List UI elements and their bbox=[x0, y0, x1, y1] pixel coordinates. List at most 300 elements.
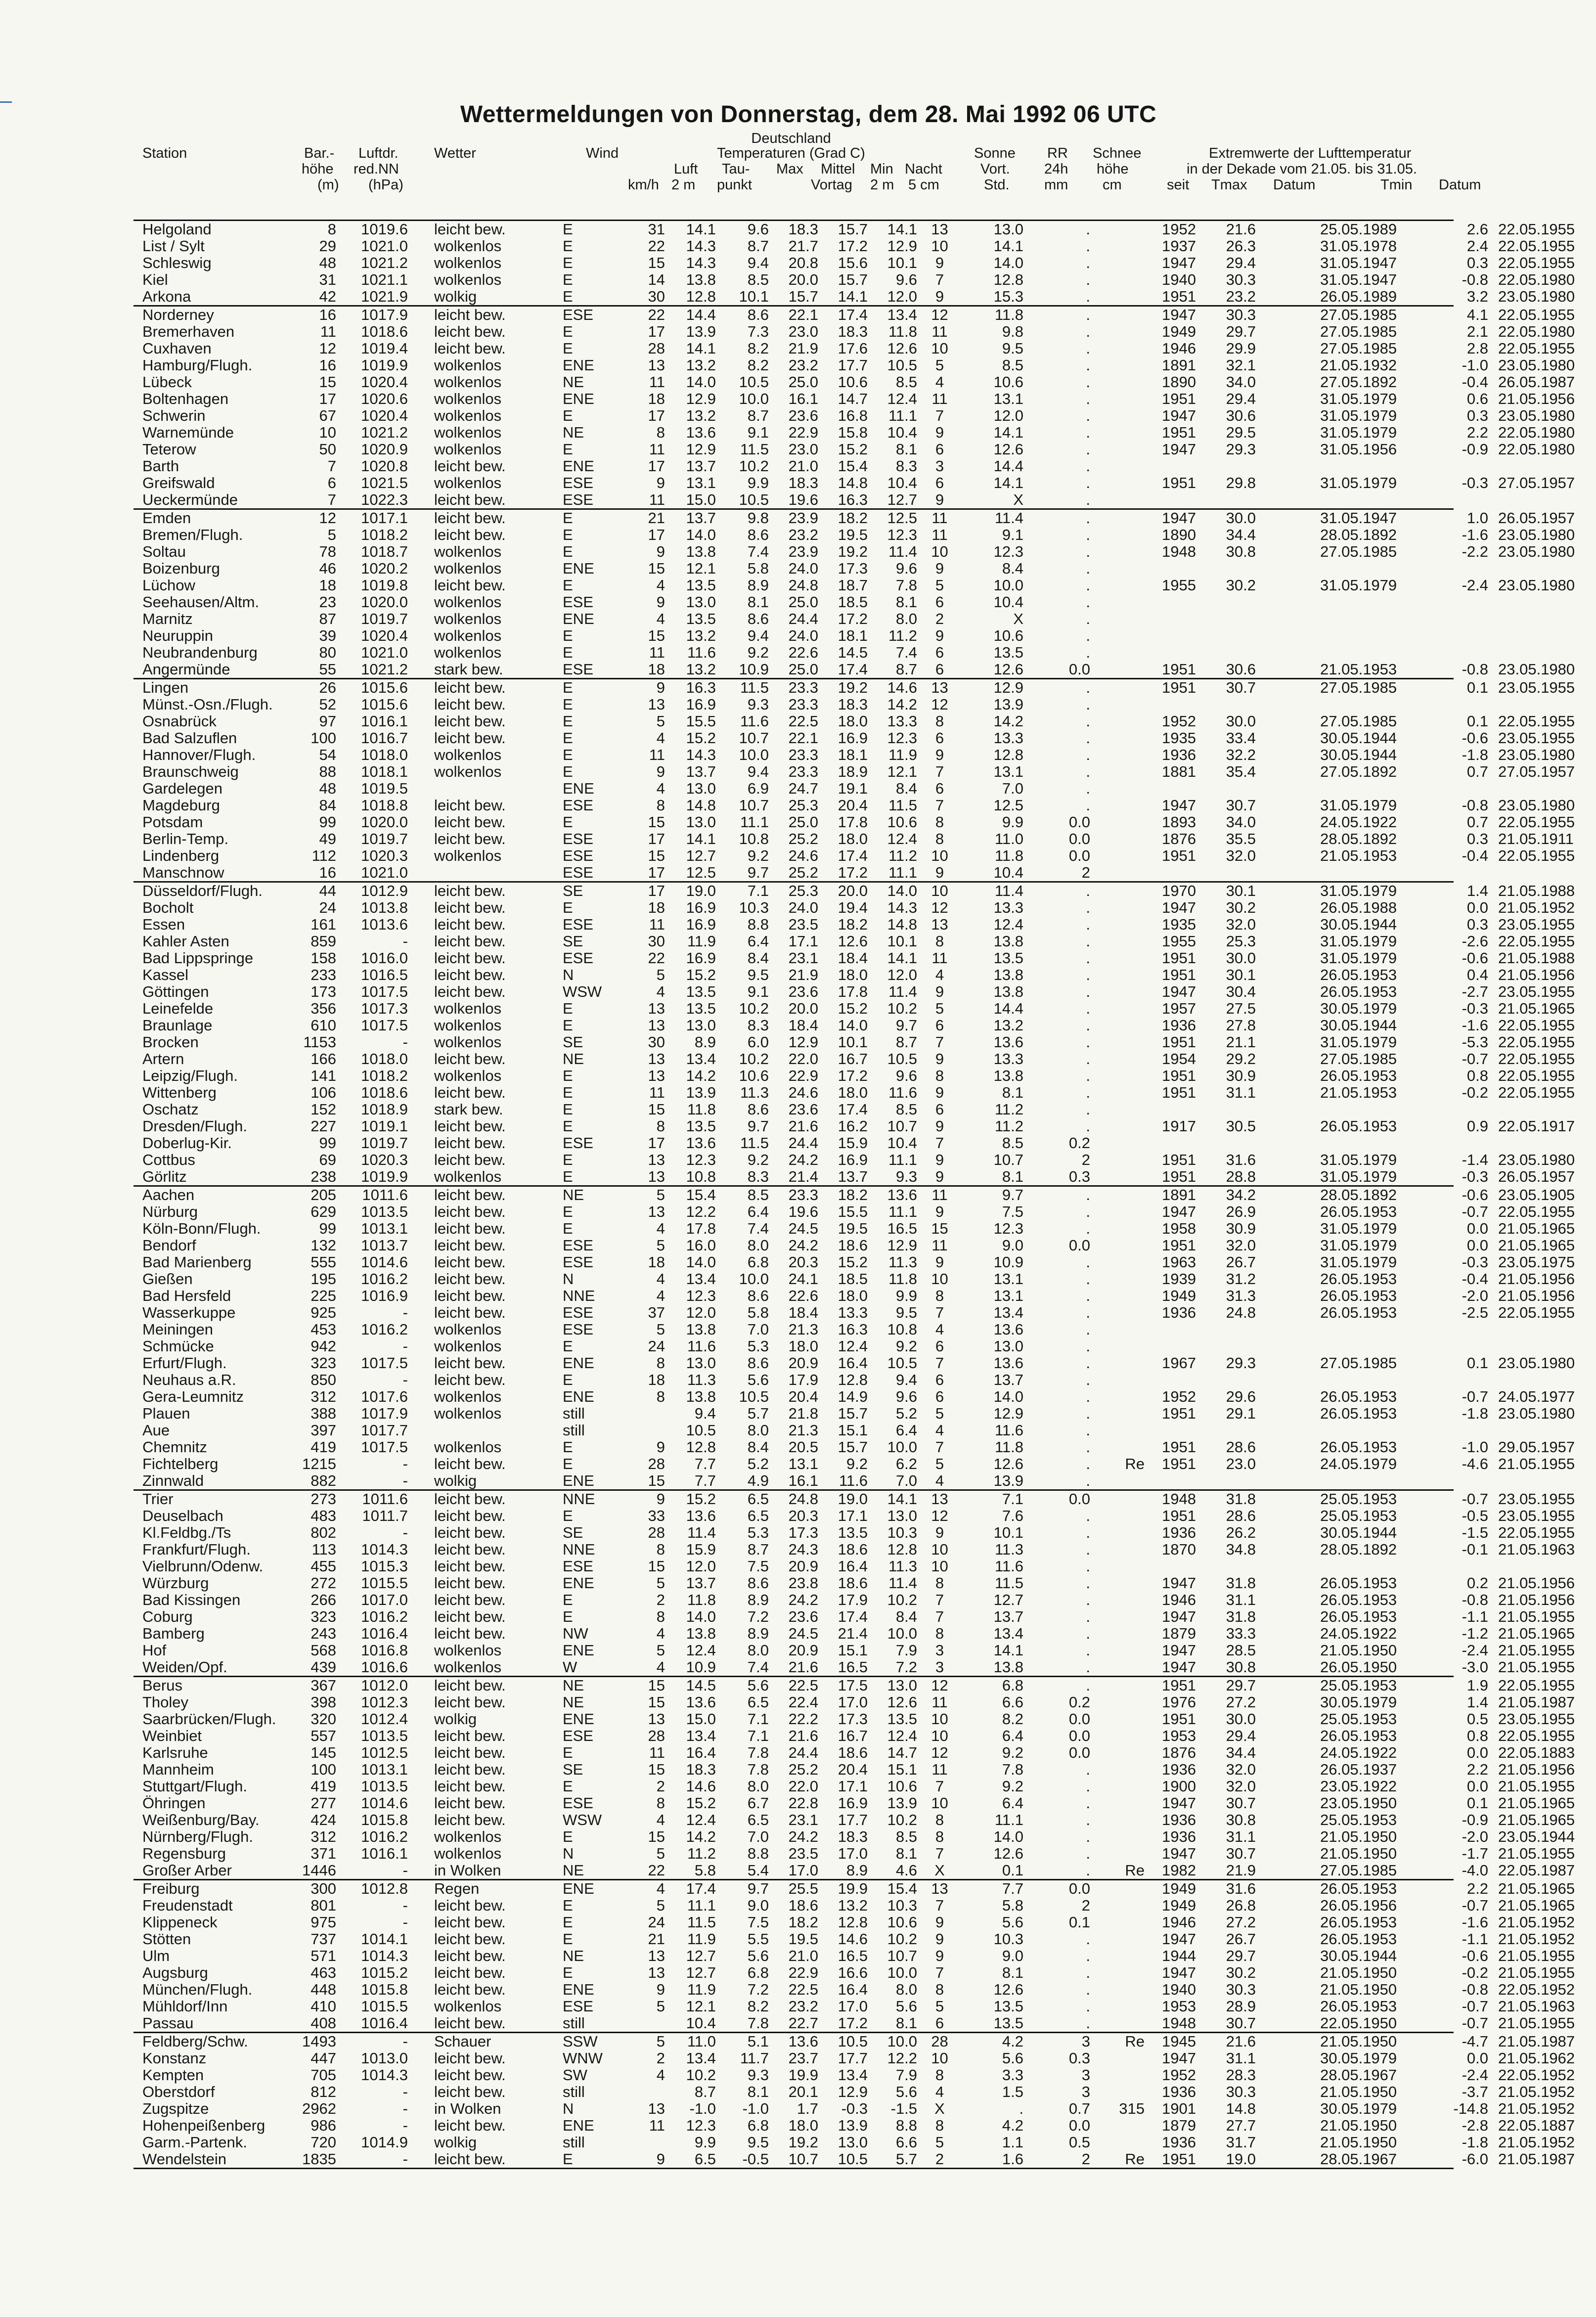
cell-tmax-datum: 27.05.1985 bbox=[1320, 1050, 1397, 1068]
cell-luftdruck: - bbox=[402, 1304, 408, 1321]
cell-min-2m: 11.1 bbox=[888, 407, 917, 424]
cell-wind-richtung: ESE bbox=[563, 1134, 594, 1152]
cell-tmax-datum: 28.05.1892 bbox=[1320, 1541, 1397, 1558]
cell-luft-2m: 13.4 bbox=[686, 1727, 716, 1744]
cell-sonne: 13.2 bbox=[993, 1017, 1023, 1034]
cell-wind-kmh: 13 bbox=[648, 1203, 665, 1220]
cell-station: Artern bbox=[142, 1050, 184, 1068]
cell-wind-richtung: E bbox=[563, 644, 573, 661]
cell-wetter: leicht bew. bbox=[434, 983, 506, 1000]
cell-tmin-datum: 21.05.1963 bbox=[1498, 1998, 1575, 2015]
cell-sonne: 13.0 bbox=[993, 221, 1023, 238]
cell-wetter: leicht bew. bbox=[434, 221, 506, 238]
cell-rr-24h: . bbox=[1086, 560, 1090, 577]
cell-mittel-vortag: 12.8 bbox=[838, 1371, 868, 1388]
cell-taupunkt: 8.6 bbox=[747, 1574, 769, 1592]
cell-luft-2m: 13.8 bbox=[686, 1388, 716, 1405]
cell-wind-richtung: E bbox=[563, 1337, 573, 1355]
cell-sonne: 14.4 bbox=[993, 457, 1023, 475]
table-row bbox=[133, 1168, 1575, 1185]
cell-mittel-vortag: 16.2 bbox=[838, 1117, 868, 1135]
table-row bbox=[133, 949, 1575, 967]
cell-tmax: 28.3 bbox=[1226, 2066, 1256, 2084]
cell-taupunkt: 8.4 bbox=[747, 1438, 769, 1456]
cell-wind-kmh: 28 bbox=[648, 1727, 665, 1744]
cell-tmax-datum: 31.05.1979 bbox=[1320, 1151, 1397, 1168]
cell-luft-2m: 15.4 bbox=[686, 1186, 716, 1203]
cell-mittel-vortag: 16.7 bbox=[838, 1727, 868, 1744]
cell-tmax-datum: 27.05.1985 bbox=[1320, 323, 1397, 340]
cell-mittel-vortag: 17.2 bbox=[838, 2014, 868, 2032]
cell-mittel-vortag: 20.0 bbox=[838, 882, 868, 899]
cell-sonne: 12.6 bbox=[993, 1845, 1023, 1862]
cell-rr-24h: 0.0 bbox=[1068, 661, 1090, 678]
cell-wind-kmh: 13 bbox=[648, 1067, 665, 1084]
table-row bbox=[133, 306, 1575, 323]
cell-station: Ueckermünde bbox=[142, 491, 238, 508]
cell-wind-richtung: E bbox=[563, 1151, 573, 1168]
cell-station: Konstanz bbox=[142, 2050, 207, 2067]
cell-tmax: 27.7 bbox=[1226, 2117, 1256, 2134]
cell-wind-richtung: WNW bbox=[563, 2050, 603, 2067]
cell-seit: 1951 bbox=[1162, 1067, 1196, 1084]
cell-wetter: wolkenlos bbox=[434, 644, 502, 661]
cell-max-vortag: 21.6 bbox=[788, 1658, 818, 1676]
cell-seit: 1948 bbox=[1162, 2014, 1196, 2032]
cell-bar-hoehe: 453 bbox=[310, 1321, 336, 1338]
cell-luftdruck: 1016.1 bbox=[361, 1845, 408, 1862]
cell-bar-hoehe: 367 bbox=[310, 1677, 336, 1694]
cell-max-vortag: 22.5 bbox=[788, 1677, 818, 1694]
cell-luftdruck: 1012.9 bbox=[361, 882, 408, 899]
cell-rr-24h: 0.2 bbox=[1068, 1134, 1090, 1152]
cell-bar-hoehe: 737 bbox=[310, 1930, 336, 1948]
cell-tmin-datum: 22.05.1955 bbox=[1498, 237, 1575, 255]
cell-tmin-datum: 23.05.1955 bbox=[1498, 1710, 1575, 1728]
cell-station: Kempten bbox=[142, 2066, 204, 2084]
cell-rr-24h: . bbox=[1086, 1658, 1090, 1676]
cell-tmax-datum: 26.05.1956 bbox=[1320, 1897, 1397, 1914]
cell-tmin-datum: 21.05.1965 bbox=[1498, 1237, 1575, 1254]
cell-min-2m: 14.8 bbox=[887, 916, 917, 933]
cell-wind-richtung: E bbox=[563, 254, 573, 271]
cell-wind-richtung: NW bbox=[563, 1625, 588, 1642]
cell-seit: 1936 bbox=[1162, 1304, 1196, 1321]
cell-rr-24h: . bbox=[1086, 1067, 1090, 1084]
cell-seit: 1879 bbox=[1162, 2117, 1196, 2134]
cell-nacht-5cm: 9 bbox=[935, 746, 944, 763]
cell-luft-2m: 13.2 bbox=[686, 407, 716, 424]
cell-taupunkt: 6.4 bbox=[747, 1203, 769, 1220]
cell-mittel-vortag: 17.7 bbox=[838, 2050, 868, 2067]
cell-nacht-5cm: 12 bbox=[931, 306, 948, 323]
cell-rr-24h: . bbox=[1086, 983, 1090, 1000]
cell-bar-hoehe: 195 bbox=[310, 1270, 336, 1288]
cell-taupunkt: 10.5 bbox=[739, 373, 769, 391]
cell-sonne: 1.1 bbox=[1002, 2134, 1023, 2151]
cell-wetter: leicht bew. bbox=[434, 1304, 506, 1321]
cell-station: Hof bbox=[142, 1642, 167, 1659]
cell-luft-2m: 13.9 bbox=[686, 323, 716, 340]
cell-luft-2m: 10.8 bbox=[686, 1168, 716, 1185]
cell-tmax: 31.1 bbox=[1226, 1591, 1256, 1608]
cell-luftdruck: 1017.9 bbox=[361, 1405, 408, 1422]
cell-max-vortag: 21.7 bbox=[788, 237, 818, 255]
cell-bar-hoehe: 26 bbox=[319, 679, 336, 696]
cell-taupunkt: 8.2 bbox=[747, 1998, 769, 2015]
cell-tmin-datum: 21.05.1965 bbox=[1498, 1811, 1575, 1828]
cell-seit: 1951 bbox=[1162, 1405, 1196, 1422]
cell-station: Soltau bbox=[142, 543, 186, 560]
cell-max-vortag: 22.4 bbox=[788, 1693, 818, 1711]
cell-tmax-datum: 26.05.1953 bbox=[1320, 983, 1397, 1000]
cell-tmin-datum: 23.05.1980 bbox=[1498, 526, 1575, 543]
cell-bar-hoehe: 424 bbox=[310, 1811, 336, 1828]
cell-tmin: -0.7 bbox=[1462, 1050, 1488, 1068]
cell-tmax-datum: 31.05.1979 bbox=[1320, 407, 1397, 424]
cell-seit: 1937 bbox=[1162, 237, 1196, 255]
header-sonne: Sonne bbox=[974, 145, 1016, 161]
cell-wind-kmh: 18 bbox=[648, 661, 665, 678]
cell-tmin: 2.2 bbox=[1466, 1761, 1488, 1778]
cell-sonne: 13.8 bbox=[993, 983, 1023, 1000]
cell-wind-richtung: NE bbox=[563, 424, 584, 441]
cell-tmin-datum: 21.05.1955 bbox=[1498, 1964, 1575, 1981]
cell-rr-24h: . bbox=[1086, 1794, 1090, 1812]
cell-tmax: 30.2 bbox=[1226, 1964, 1256, 1981]
cell-bar-hoehe: 106 bbox=[310, 1084, 336, 1101]
cell-station: Großer Arber bbox=[142, 1862, 232, 1879]
cell-rr-24h: . bbox=[1086, 441, 1090, 458]
cell-seit: 1901 bbox=[1162, 2100, 1196, 2117]
cell-wind-kmh: 30 bbox=[648, 1033, 665, 1051]
cell-sonne: 11.2 bbox=[994, 1117, 1023, 1135]
cell-mittel-vortag: 19.1 bbox=[838, 780, 868, 797]
cell-tmin-datum: 23.05.1944 bbox=[1498, 1828, 1575, 1845]
cell-luft-2m: 15.0 bbox=[686, 1710, 716, 1728]
cell-min-2m: 8.1 bbox=[895, 1845, 917, 1862]
cell-min-2m: 8.0 bbox=[895, 610, 917, 627]
cell-rr-24h: . bbox=[1086, 1337, 1090, 1355]
cell-tmax-datum: 30.05.1944 bbox=[1320, 1524, 1397, 1541]
cell-tmin: 1.4 bbox=[1466, 882, 1488, 899]
cell-rr-24h: . bbox=[1086, 424, 1090, 441]
cell-tmax: 27.2 bbox=[1226, 1693, 1256, 1711]
cell-wind-kmh: 11 bbox=[649, 491, 665, 508]
cell-wind-kmh: 17 bbox=[648, 407, 665, 424]
cell-nacht-5cm: 9 bbox=[935, 1168, 944, 1185]
cell-luft-2m: 19.0 bbox=[686, 882, 716, 899]
station-group bbox=[133, 1677, 1575, 1880]
cell-tmin: 0.1 bbox=[1466, 713, 1488, 730]
cell-taupunkt: 10.0 bbox=[739, 390, 769, 407]
cell-sonne: 10.3 bbox=[993, 1930, 1023, 1948]
cell-wind-kmh: 22 bbox=[648, 949, 665, 967]
cell-min-2m: 14.7 bbox=[887, 1744, 917, 1761]
cell-tmax-datum: 21.05.1950 bbox=[1320, 1964, 1397, 1981]
cell-max-vortag: 18.3 bbox=[788, 474, 818, 491]
cell-sonne: 11.5 bbox=[994, 1574, 1023, 1592]
cell-bar-hoehe: 132 bbox=[310, 1237, 336, 1254]
cell-tmin-datum: 22.05.1955 bbox=[1498, 1033, 1575, 1051]
cell-bar-hoehe: 145 bbox=[310, 1744, 336, 1761]
cell-wetter: leicht bew. bbox=[434, 1507, 506, 1524]
cell-tmax: 31.1 bbox=[1226, 1828, 1256, 1845]
cell-tmin: -4.0 bbox=[1462, 1862, 1488, 1879]
cell-sonne: 5.8 bbox=[1002, 1897, 1023, 1914]
cell-max-vortag: 21.3 bbox=[788, 1422, 818, 1439]
cell-nacht-5cm: 4 bbox=[935, 1321, 944, 1338]
cell-wind-richtung: ESE bbox=[563, 1321, 594, 1338]
cell-tmin: 0.4 bbox=[1466, 966, 1488, 983]
cell-taupunkt: 6.9 bbox=[747, 780, 769, 797]
cell-rr-24h: . bbox=[1086, 1541, 1090, 1558]
cell-wind-richtung: E bbox=[563, 323, 573, 340]
cell-tmax-datum: 21.05.1950 bbox=[1320, 1828, 1397, 1845]
cell-taupunkt: 7.1 bbox=[747, 882, 769, 899]
cell-nacht-5cm: 7 bbox=[935, 1591, 944, 1608]
cell-sonne: 14.0 bbox=[993, 1388, 1023, 1405]
cell-wind-kmh: 37 bbox=[648, 1304, 665, 1321]
table-row bbox=[133, 271, 1575, 288]
cell-mittel-vortag: 18.6 bbox=[838, 1744, 868, 1761]
cell-wind-richtung: E bbox=[563, 1455, 573, 1472]
cell-nacht-5cm: 12 bbox=[931, 696, 948, 713]
cell-station: Regensburg bbox=[142, 1845, 226, 1862]
cell-tmin-datum: 22.05.1955 bbox=[1498, 847, 1575, 864]
cell-wind-richtung: E bbox=[563, 1117, 573, 1135]
cell-luft-2m: 12.1 bbox=[686, 560, 716, 577]
cell-luft-2m: 11.1 bbox=[687, 1897, 716, 1914]
cell-rr-24h: . bbox=[1086, 1677, 1090, 1694]
cell-station: Stuttgart/Flugh. bbox=[142, 1778, 247, 1795]
cell-sonne: 11.4 bbox=[994, 882, 1023, 899]
cell-station: Vielbrunn/Odenw. bbox=[142, 1558, 264, 1575]
cell-wetter: in Wolken bbox=[434, 1862, 501, 1879]
cell-seit: 1947 bbox=[1162, 441, 1196, 458]
cell-station: Lüchow bbox=[142, 577, 195, 594]
cell-tmax: 30.4 bbox=[1226, 983, 1256, 1000]
cell-mittel-vortag: 17.5 bbox=[838, 1677, 868, 1694]
cell-wetter: leicht bew. bbox=[434, 1134, 506, 1152]
cell-luft-2m: 6.5 bbox=[694, 2150, 716, 2168]
cell-luftdruck: 1019.5 bbox=[361, 780, 408, 797]
cell-mittel-vortag: 16.4 bbox=[838, 1558, 868, 1575]
cell-luftdruck: 1017.9 bbox=[361, 306, 408, 323]
cell-tmin-datum: 21.05.1956 bbox=[1498, 1287, 1575, 1304]
cell-min-2m: 12.3 bbox=[887, 729, 917, 747]
cell-sonne: 13.4 bbox=[993, 1625, 1023, 1642]
cell-max-vortag: 24.4 bbox=[788, 1744, 818, 1761]
cell-tmin-datum: 22.05.1980 bbox=[1498, 441, 1575, 458]
cell-luft-2m: 11.8 bbox=[687, 1101, 716, 1118]
table-row bbox=[133, 1642, 1575, 1659]
cell-wetter: wolkenlos bbox=[434, 1828, 502, 1845]
cell-wind-kmh: 22 bbox=[648, 237, 665, 255]
cell-tmin: -0.8 bbox=[1462, 797, 1488, 814]
cell-tmin: -1.1 bbox=[1462, 1930, 1488, 1948]
cell-luftdruck: 1019.4 bbox=[361, 340, 408, 357]
cell-taupunkt: 8.4 bbox=[747, 949, 769, 967]
cell-taupunkt: 8.6 bbox=[747, 526, 769, 543]
cell-tmax: 29.7 bbox=[1226, 1677, 1256, 1694]
table-row bbox=[133, 1625, 1575, 1642]
cell-max-vortag: 21.9 bbox=[788, 340, 818, 357]
cell-min-2m: 12.4 bbox=[887, 830, 917, 847]
cell-luftdruck: 1017.3 bbox=[361, 1000, 408, 1017]
cell-sonne: 9.1 bbox=[1002, 526, 1023, 543]
cell-seit: 1951 bbox=[1162, 966, 1196, 983]
cell-nacht-5cm: 5 bbox=[935, 2134, 944, 2151]
cell-tmin: 0.7 bbox=[1466, 813, 1488, 831]
cell-max-vortag: 21.6 bbox=[788, 1117, 818, 1135]
cell-wind-kmh: 17 bbox=[648, 1134, 665, 1152]
cell-max-vortag: 18.2 bbox=[788, 1914, 818, 1931]
cell-seit: 1947 bbox=[1162, 1203, 1196, 1220]
cell-station: Gießen bbox=[142, 1270, 193, 1288]
table-row bbox=[133, 661, 1575, 678]
cell-tmin: -0.2 bbox=[1462, 1964, 1488, 1981]
cell-seit: 1951 bbox=[1162, 1507, 1196, 1524]
header-schnee-2: höhe bbox=[1097, 161, 1129, 177]
cell-rr-24h: . bbox=[1086, 1117, 1090, 1135]
cell-taupunkt: 11.5 bbox=[740, 679, 769, 696]
cell-tmin-datum: 21.05.1965 bbox=[1498, 1880, 1575, 1897]
cell-mittel-vortag: 16.3 bbox=[838, 1321, 868, 1338]
cell-min-2m: 4.6 bbox=[895, 1862, 917, 1879]
cell-bar-hoehe: 720 bbox=[310, 2134, 336, 2151]
cell-mittel-vortag: 13.7 bbox=[838, 1168, 868, 1185]
cell-rr-24h: . bbox=[1086, 323, 1090, 340]
cell-wind-richtung: ESE bbox=[563, 1237, 594, 1254]
cell-sonne: 13.4 bbox=[993, 1304, 1023, 1321]
cell-mittel-vortag: 17.1 bbox=[838, 1778, 868, 1795]
cell-station: Bad Lippspringe bbox=[142, 949, 254, 967]
table-row bbox=[133, 1338, 1454, 1355]
table-row bbox=[133, 2117, 1575, 2134]
cell-tmax: 31.8 bbox=[1226, 1490, 1256, 1508]
cell-wind-kmh: 31 bbox=[648, 221, 665, 238]
cell-max-vortag: 23.3 bbox=[788, 746, 818, 763]
cell-tmax: 29.2 bbox=[1226, 1050, 1256, 1068]
table-row bbox=[133, 1084, 1575, 1101]
cell-luft-2m: 14.1 bbox=[686, 221, 716, 238]
cell-bar-hoehe: 273 bbox=[310, 1490, 336, 1508]
cell-max-vortag: 13.1 bbox=[788, 1455, 818, 1472]
cell-tmin: -0.6 bbox=[1462, 1186, 1488, 1203]
cell-luftdruck: 1018.1 bbox=[361, 763, 408, 780]
cell-taupunkt: 7.0 bbox=[747, 1321, 769, 1338]
cell-rr-24h: . bbox=[1086, 933, 1090, 950]
cell-tmax-datum: 26.05.1953 bbox=[1320, 966, 1397, 983]
cell-wind-kmh: 22 bbox=[648, 306, 665, 323]
cell-rr-24h: . bbox=[1086, 916, 1090, 933]
cell-seit: 1954 bbox=[1162, 1050, 1196, 1068]
cell-seit: 1948 bbox=[1162, 1490, 1196, 1508]
cell-wetter: wolkenlos bbox=[434, 627, 502, 644]
cell-tmax-datum: 26.05.1953 bbox=[1320, 1117, 1397, 1135]
cell-max-vortag: 20.3 bbox=[788, 1507, 818, 1524]
cell-luft-2m: 12.0 bbox=[686, 1304, 716, 1321]
cell-rr-24h: . bbox=[1086, 1591, 1090, 1608]
cell-sonne: 12.6 bbox=[993, 441, 1023, 458]
cell-wind-richtung: E bbox=[563, 543, 573, 560]
cell-mittel-vortag: 17.4 bbox=[838, 847, 868, 864]
cell-min-2m: 8.5 bbox=[895, 1828, 917, 1845]
cell-wind-kmh: 15 bbox=[648, 1558, 665, 1575]
cell-sonne: 12.6 bbox=[993, 1455, 1023, 1472]
cell-wind-richtung: E bbox=[563, 729, 573, 747]
cell-rr-24h: . bbox=[1086, 1203, 1090, 1220]
cell-wind-kmh: 9 bbox=[656, 679, 665, 696]
cell-mittel-vortag: 18.1 bbox=[838, 746, 868, 763]
cell-mittel-vortag: 17.8 bbox=[838, 813, 868, 831]
cell-wind-richtung: E bbox=[563, 1828, 573, 1845]
cell-mittel-vortag: 17.4 bbox=[838, 1608, 868, 1625]
cell-seit: 1940 bbox=[1162, 1981, 1196, 1998]
cell-tmin: -1.6 bbox=[1462, 1914, 1488, 1931]
cell-luft-2m: 11.9 bbox=[687, 1930, 716, 1948]
cell-tmax-datum: 27.05.1892 bbox=[1320, 763, 1397, 780]
cell-luft-2m: 11.9 bbox=[687, 1981, 716, 1998]
cell-tmin: -0.8 bbox=[1462, 1591, 1488, 1608]
table-row bbox=[133, 2066, 1575, 2084]
cell-wind-kmh: 17 bbox=[648, 457, 665, 475]
cell-wind-kmh: 15 bbox=[648, 1761, 665, 1778]
cell-station: Braunlage bbox=[142, 1017, 213, 1034]
cell-nacht-5cm: 9 bbox=[935, 254, 944, 271]
table-row bbox=[133, 1017, 1575, 1034]
cell-sonne: 14.0 bbox=[993, 254, 1023, 271]
cell-wind-richtung: ESE bbox=[563, 1727, 594, 1744]
cell-tmax: 30.0 bbox=[1226, 949, 1256, 967]
cell-wind-richtung: ESE bbox=[563, 1558, 594, 1575]
cell-tmin-datum: 23.05.1955 bbox=[1498, 729, 1575, 747]
cell-wind-richtung: WSW bbox=[563, 1811, 602, 1828]
cell-sonne: 12.9 bbox=[993, 1405, 1023, 1422]
cell-station: Bocholt bbox=[142, 899, 194, 916]
cell-station: Weiden/Opf. bbox=[142, 1658, 227, 1676]
table-row bbox=[133, 1000, 1575, 1017]
cell-min-2m: 10.2 bbox=[887, 1591, 917, 1608]
cell-tmin-datum: 22.05.1980 bbox=[1498, 271, 1575, 288]
cell-tmax-datum: 26.05.1953 bbox=[1320, 1067, 1397, 1084]
cell-tmax: 24.8 bbox=[1226, 1304, 1256, 1321]
cell-nacht-5cm: 6 bbox=[935, 441, 944, 458]
cell-luftdruck: 1019.1 bbox=[361, 1117, 408, 1135]
cell-tmax-datum: 27.05.1985 bbox=[1320, 543, 1397, 560]
cell-min-2m: 11.2 bbox=[888, 847, 917, 864]
cell-luftdruck: 1014.3 bbox=[361, 1541, 408, 1558]
cell-mittel-vortag: 15.2 bbox=[838, 441, 868, 458]
cell-tmax: 29.3 bbox=[1226, 1354, 1256, 1372]
cell-min-2m: 12.9 bbox=[887, 237, 917, 255]
cell-taupunkt: 8.9 bbox=[747, 577, 769, 594]
cell-max-vortag: 24.7 bbox=[788, 780, 818, 797]
cell-bar-hoehe: 84 bbox=[319, 797, 336, 814]
cell-max-vortag: 22.1 bbox=[788, 729, 818, 747]
cell-wind-richtung: E bbox=[563, 2150, 573, 2168]
cell-tmin: -1.4 bbox=[1462, 1151, 1488, 1168]
cell-tmin-datum: 21.05.1911 bbox=[1498, 830, 1574, 847]
cell-wind-richtung: E bbox=[563, 221, 573, 238]
cell-luft-2m: 13.8 bbox=[686, 543, 716, 560]
header-seit: seit bbox=[1167, 177, 1190, 193]
cell-nacht-5cm: 5 bbox=[935, 1998, 944, 2015]
cell-wind-richtung: still bbox=[563, 1405, 585, 1422]
cell-station: Hohenpeißenberg bbox=[142, 2117, 266, 2134]
cell-luft-2m: 14.6 bbox=[686, 1778, 716, 1795]
